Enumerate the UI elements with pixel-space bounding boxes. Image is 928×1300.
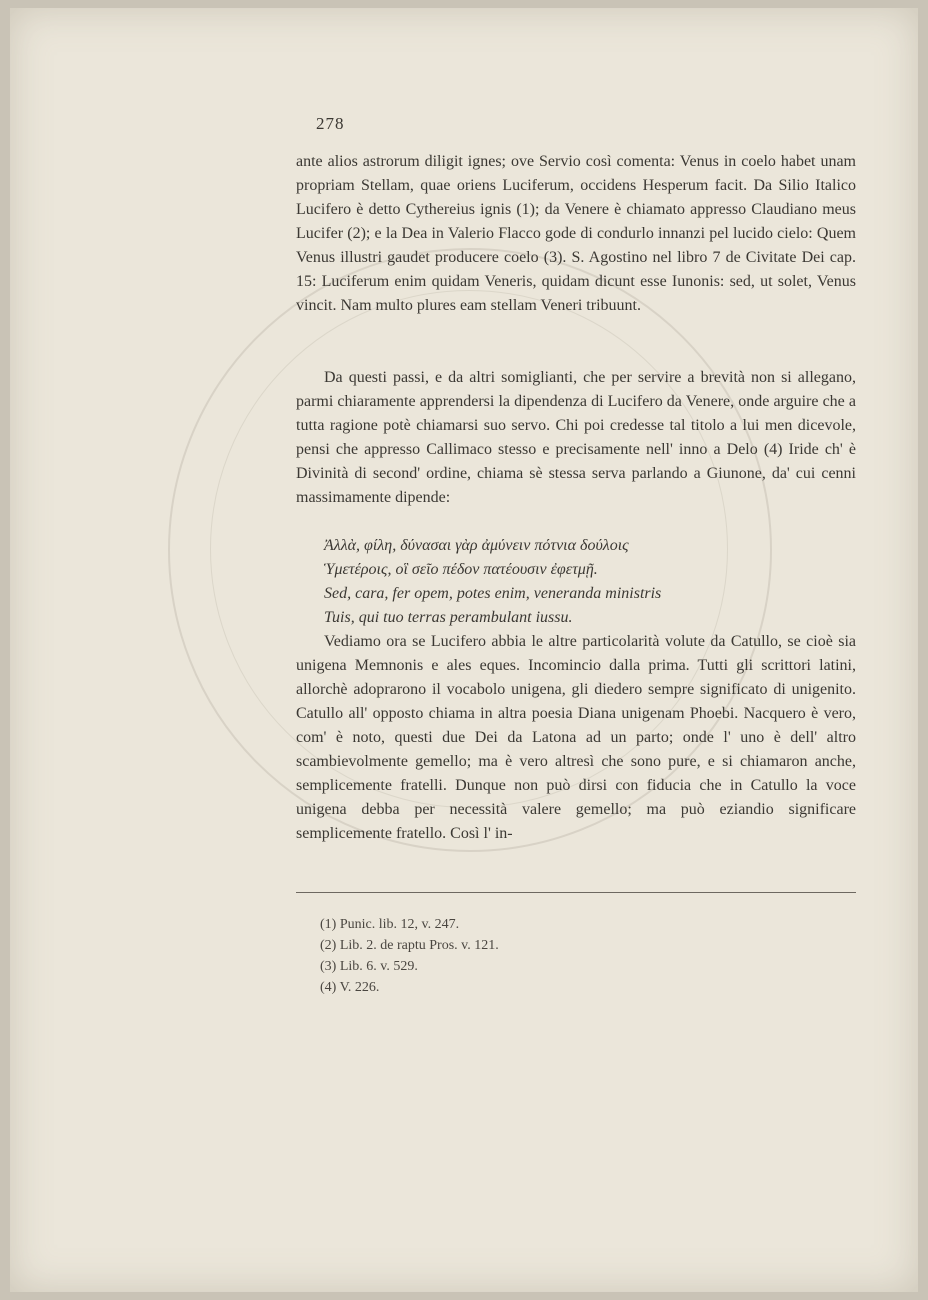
paragraph-2-text: Da questi passi, e da altri somiglianti, che per servire a brevità non si allegano, parmi chiaramente apprendersi la dipendenza di Lucifero da Venere, onde arguire che a tutta ragione potè chiamarsi suo servo. Chi poi credesse tal titolo a lui men dicevole, pensi che appresso Callimaco stesso e precisamente nell' inno a Delo (4) Iride ch' è Divinità di second' ordine, chiama sè stessa serva parlando a Giunone, da' cui cenni massimamente dipende: [296,369,856,506]
footnote-4: (4) V. 226. [320,980,380,995]
book-page [10,8,918,1292]
footnote-3: (3) Lib. 6. v. 529. [320,959,418,974]
paragraph-2 [296,366,856,510]
footnote-1: (1) Punic. lib. 12, v. 247. [320,917,460,932]
paragraph-3-text: Vediamo ora se Lucifero abbia le altre particolarità volute da Catullo, se cioè sia unigena Memnonis e ales eques. Incomincio dalla prima. Tutti gli scrittori latini, allorchè adoprarono il vocabolo unigena, gli diedero sempre significato di unigenito. Catullo all' opposto chiama in altra poesia Diana unigenam Phoebi. Nacquero è vero, com' è noto, questi due Dei da Latona ad un parto; onde l' uno è dell' altro scambievolmente gemello; ma è vero altresì che sono pure, e si chiamaron anche, semplicemente fratelli. Dunque non può dirsi con fiducia che in Catullo la voce unigena debba per necessità valere gemello; ma può eziandio significare semplicemente fratello. Così l' in- [296,633,856,842]
footnote-divider [296,892,856,893]
paragraph-3 [296,630,856,846]
verse-line-4: Tuis, qui tuo terras perambulant iussu. [324,609,573,626]
paragraph-1-text: ante alios astrorum diligit ignes; ove Servio così comenta: Venus in coelo habet unam propriam Stellam, quae oriens Luciferum, occidens Hesperum facit. Da Silio Italico Lucifero è detto Cythereius ignis (1); da Venere è chiamato appresso Claudiano meus Lucifer (2); e la Dea in Valerio Flacco gode di condurlo innanzi pel lucido cielo: Quem Venus illustri gaudet producere coelo (3). S. Agostino nel libro 7 de Civitate Dei cap. 15: Luciferum enim quidam Veneris, quidam dicunt esse Iunonis: sed, ut solet, Venus vincit. Nam multo plures eam stellam Veneri tribuunt. [296,153,856,314]
page-number: 278 [316,114,345,133]
verse-line-1: Ἀλλὰ, φίλη, δύνασαι γὰρ ἀμύνειν πότνια δούλοις [324,537,629,554]
footnote-2: (2) Lib. 2. de raptu Pros. v. 121. [320,938,499,953]
verse-block [324,534,844,630]
footnotes [320,914,499,998]
verse-line-3: Sed, cara, fer opem, potes enim, veneranda ministris [324,585,662,602]
verse-line-2: Ὑμετέροις, οἳ σεῖο πέδον πατέουσιν ἐφετμῇ. [324,561,598,578]
paragraph-1 [296,150,856,318]
